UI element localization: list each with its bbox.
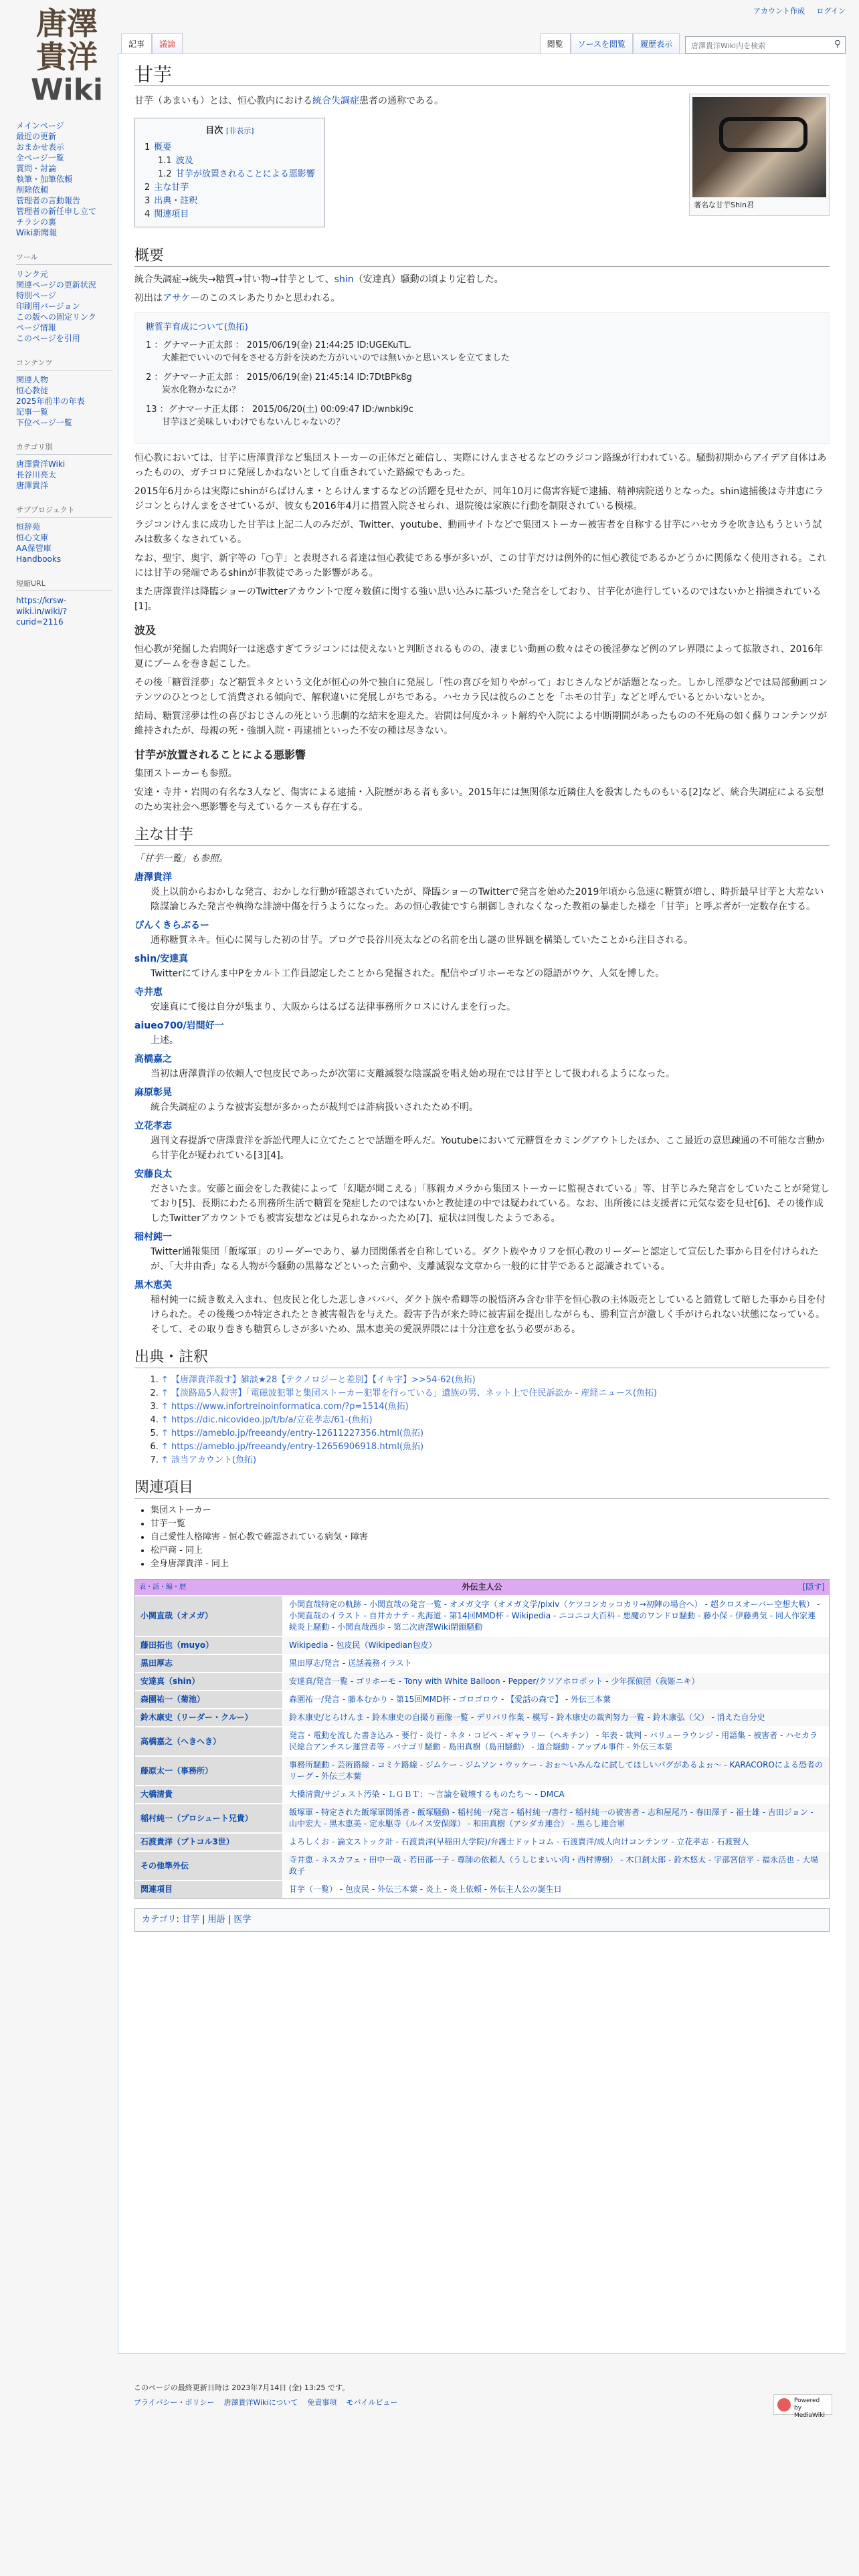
navbox-list[interactable]: Wikipedia - 包皮民（Wikipedian包皮） <box>282 1637 829 1654</box>
quote-box <box>134 312 830 444</box>
navbox-list[interactable]: 甘芋（一覧） - 包皮民 - 外伝三本葉 - 炎上 - 炎上依頼 - 外伝主人公の誕生日 <box>282 1881 829 1898</box>
related-item <box>151 1517 830 1531</box>
shin-link[interactable]: shin <box>334 274 354 285</box>
reference-link[interactable]: ↑ https://ameblo.jp/freeandy/entry-12611227356.html(魚拓) <box>161 1428 424 1438</box>
overview-p4: 2015年6月からは実際にshinがらばけんま・とらけんまするなどの活躍を見せたが、同年10月に傷害容疑で逮捕、精神病院送りとなった。shin逮捕後は寺井恵にラジコンとらけんまをさせているが、彼女も2016年4月に措置入院させられ、退院後は家族に行動を制限されている模様。 <box>134 486 824 512</box>
asake-link[interactable]: アサケー <box>163 293 200 304</box>
sidebar-item[interactable]: AA保管庫 <box>16 544 52 553</box>
navbox-group[interactable]: その他準外伝 <box>135 1852 282 1880</box>
navbox-row <box>135 1755 829 1785</box>
navbox-row <box>135 1690 829 1708</box>
thumbnail-caption: 著名な甘芋Shin君 <box>694 201 754 209</box>
overview-p1 <box>134 272 830 287</box>
tab-view-source[interactable]: ソースを閲覧 <box>571 33 633 53</box>
sidebar-portal <box>16 504 112 564</box>
sidebar-portal-title: カテゴリ別 <box>16 441 112 455</box>
reference-link[interactable]: ↑ 【唐澤貴洋殺す】雑談★28【テクノロジーと差別】【イキ宇】>>54-62(魚拓) <box>161 1375 476 1385</box>
logo-line3: Wiki <box>31 73 103 107</box>
footer-link[interactable]: モバイルビュー <box>346 2398 398 2407</box>
overview-p3: 恒心教においては、甘芋に唐澤貴洋など集団ストーカーの正体だと確信し、実際にけんまさせるなどのラジコン路線が行われている。騒動初期からアイデア自体はあったものの、ガチコロに発展しかねないとして自重されていた路線でもあった。 <box>134 453 827 478</box>
bad-p1: 集団ストーカーも参照。 <box>134 768 237 779</box>
navbox-group[interactable]: 関連項目 <box>135 1881 282 1898</box>
navbox-list[interactable]: よろしくお - 論文ストック計 - 石渡貴洋(早稲田大学院)/弁護士ドットコム - 石渡貴洋/成人向けコンテンツ - 立花孝志 - 石渡賢人 <box>282 1834 829 1850</box>
tab-talk[interactable]: 議論 <box>152 33 183 53</box>
main-content <box>118 53 846 2354</box>
heading-spread: 波及 <box>134 624 157 637</box>
amaimo-desc: 稲村純一に続き数え入まれ、包皮民と化した悲しきバババ、ダクト族や希卿等の脱悟済み含む非芋を恒心教の主体販売としていると錯覚して暗した事から目を付けられた。その後幾つか特定されたとき被害報告を与えた。殺害予告が来た時に被害届を提出しながらも、勝利宣言が激しく手がけられない状態になっている。そして、その取り巻きも糖質らしさが多いため、黒木恵美の愛誤界隈には十分注意を払う必要がある。 <box>151 1295 826 1335</box>
quote-post-head: 1 ：グナマーナ正太郎 ： 2015/06/19(金) 21:44:25 ID:UGEKuTL. <box>146 340 411 350</box>
main-note: 「甘芋一覧」も参照。 <box>134 853 228 864</box>
toc-hide-toggle[interactable]: [非表示] <box>225 126 254 135</box>
personal-tools <box>744 5 846 16</box>
footer-links <box>134 2395 830 2410</box>
related-item <box>151 1544 830 1558</box>
amaimo-name[interactable]: shin/安達真 <box>134 954 189 964</box>
intro-text-c: 患者の通称である。 <box>359 96 444 106</box>
sidebar-item[interactable]: 長谷川亮太 <box>16 470 57 479</box>
quote-post-body: 甘芋ほど美味しいわけでもないんじゃないの？ <box>162 417 345 427</box>
sidebar-portal <box>16 357 112 428</box>
toc-item[interactable] <box>145 141 315 154</box>
bad-p2: 安達・寺井・岩間の有名な3人など、傷害による逮捕・入院歴がある者も多い。2015年には無関係な近隣住人を殺害したものもいる[2]など、統合失調症による妄想のため実社会へ悪影響を与えているケースも存在する。 <box>134 787 824 813</box>
navbox-list[interactable]: 飯塚軍 - 特定された飯塚軍関係者 - 飯塚騒動 - 稲村純一/発言 - 稲村純一/書行 - 稲村純一の被害者 - 志和屋尾乃 - 春田澤子 - 福士雄 - 吉田ジョン - 山中宏大 - 黒木恵美 - 定永駆寺（ルイス安保隊） - 和田真樹（アシダカ連合） - 黒らし連合軍 <box>282 1804 829 1832</box>
navbox <box>134 1579 830 1899</box>
ov1-c: （安達真）騒動の頃より定着した。 <box>353 274 504 285</box>
spread-p3: 結局、糖質淫夢は性の喜びおじさんの死という悲劇的な結末を迎えた。岩間は何度かネット解約や入院による中断期間があったものの不死鳥の如く蘇りコンテンツが維持されたが、母親の死・強制入院・再逮捕といった不安の種は尽きない。 <box>134 711 828 736</box>
toc-item[interactable] <box>145 208 315 221</box>
toc-item[interactable] <box>145 181 315 195</box>
amaimo-name[interactable]: 唐澤貴洋 <box>134 872 172 883</box>
navbox-list[interactable]: 黒田厚志/発言 - 送話義務イラスト <box>282 1655 829 1672</box>
toc-item-label[interactable]: 波及 <box>175 156 193 166</box>
related-link[interactable]: 松戸商 - 同上 <box>151 1545 203 1555</box>
toc-title: 目次 <box>205 126 223 136</box>
related-link[interactable]: 全身唐澤貴洋 - 同上 <box>151 1559 229 1569</box>
navbox-group[interactable]: 藤原太一（事務所） <box>135 1757 282 1785</box>
toc-item-label[interactable]: 出典・註釈 <box>154 196 198 206</box>
navbox-hide-toggle[interactable]: [隠す] <box>802 1582 825 1592</box>
navbox-group[interactable]: 鈴木康史（リーダー・クルー） <box>135 1709 282 1726</box>
reference-item <box>161 1414 830 1427</box>
amaimo-name[interactable]: 安藤良太 <box>134 1169 172 1180</box>
heading-bad-effects: 甘芋が放置されることによる悪影響 <box>134 748 306 761</box>
navbox-list[interactable]: 事務所騒動 - 芸術路線 - コミケ路線 - ジムケー - ジムソン・ウッケー - おぉ～いみんなに試してほしいパグがあるよぉ～ - KARACOROによる恐者のリーグ - 外伝三本葉 <box>282 1757 829 1785</box>
sidebar-item[interactable]: 管理者の新任申し立て <box>16 207 97 216</box>
heading-overview: 概要 <box>134 249 830 267</box>
sidebar <box>0 120 118 641</box>
spread-p2: その後「糖質淫夢」など糖質ネタという文化が恒心の外で独自に発展し「性の喜びを知りやがって」おじさんなどが話題となった。しかし淫夢などでは局部動画コンテンツのひとつとして消費される傾向で、解釈違いに発展しがちである。ハセカラ民は彼らのことを「ホモの甘芋」などと呼んでいるとかいないとか。 <box>134 677 828 703</box>
navbox-row <box>135 1832 829 1850</box>
category-links: カテゴリ: 甘芋 | 用語 | 医学 <box>134 1908 830 1932</box>
reference-item <box>161 1427 830 1440</box>
sidebar-item[interactable]: おまかせ表示 <box>16 142 65 152</box>
quote-post-body: 炭水化物かなにか？ <box>162 385 241 395</box>
amaimo-name[interactable]: 稲村純一 <box>134 1232 172 1243</box>
reference-item <box>161 1440 830 1454</box>
page-tabs <box>118 32 859 53</box>
amaimo-desc: 通称糖質ネキ。恒心に関与した初の甘芋。ブログで長谷川亮太などの名前を出し謎の世界観を構築していたことから注目される。 <box>151 935 694 946</box>
amaimo-desc: 炎上以前からおかしな発言、おかしな行動が確認されていたが、降臨ショーのTwitterで発言を始めた2019年頃から急速に糖質が増し、時折最早甘芋と大差ない陰謀論じみた発言や執拗な誹謗中傷を行うようになった。あの恒心教徒ですら制御しきれなくなった教祖の暴走した様を「甘芋」と呼ぶ者が一定数存在する。 <box>151 887 824 912</box>
quote-post <box>146 339 818 364</box>
sidebar-item[interactable]: チラシの裏 <box>16 217 57 227</box>
thumbnail <box>689 94 830 216</box>
category-link[interactable]: 甘芋 <box>182 1915 200 1925</box>
heading-related: 関連項目 <box>134 1481 830 1499</box>
footer-link[interactable]: 唐澤貴洋Wikiについて <box>223 2398 298 2407</box>
related-item <box>151 1531 830 1544</box>
amaimo-desc: Twitter通報集団「飯塚軍」のリーダーであり、暴力団関係者を自称している。ダクト族やカリフを恒心教のリーダーと認定して宣伝した事から目を付けられたが、「大井由香」なる人物が今騒動の黒幕などといった言動や、支離滅裂な文章から一般的に甘芋であると認識されている。 <box>151 1247 819 1272</box>
toc-item[interactable] <box>145 195 315 208</box>
toc-item-number: 1.1 <box>158 156 172 166</box>
amaimo-list <box>134 870 830 1337</box>
navbox-group[interactable]: 藤田拓也（muyo） <box>135 1637 282 1654</box>
sidebar-item[interactable]: リンク元 <box>16 270 48 279</box>
related-link[interactable]: 自己愛性人格障害 - 恒心教で確認されている病気・障害 <box>151 1532 368 1542</box>
logo-line2: 貴洋 <box>36 39 98 75</box>
navbox-group[interactable]: 黒田厚志 <box>135 1655 282 1672</box>
navbox-group[interactable]: 高橋嘉之（へきへき） <box>135 1727 282 1755</box>
toc-item-label[interactable]: 関連項目 <box>154 209 189 219</box>
navbox-group[interactable]: 石渡貴洋（プトコル3世） <box>135 1834 282 1850</box>
sidebar-item[interactable]: 執筆・加筆依頼 <box>16 175 73 184</box>
navbox-group[interactable]: 安達真（shin） <box>135 1673 282 1690</box>
navbox-row <box>135 1672 829 1690</box>
toc-item[interactable] <box>145 154 315 168</box>
navbox-list[interactable]: 鈴木康史/とらけんま - 鈴木康史の自撮り画像一覧 - デリバリ作業 - 模写 - 鈴木康史の裁判努力一覧 - 鈴木康弘（父） - 消えた自分史 <box>282 1709 829 1726</box>
related-link[interactable]: 甘芋一覧 <box>151 1519 186 1529</box>
toc-item-number: 4 <box>145 209 151 219</box>
sidebar-item[interactable]: 恒心教徒 <box>16 386 49 395</box>
navbox-row <box>135 1654 829 1672</box>
navbox-row <box>135 1850 829 1880</box>
sidebar-item[interactable]: 恒心文庫 <box>16 533 49 542</box>
sidebar-item[interactable]: 全ページ一覧 <box>16 153 64 163</box>
sidebar-portal-title: ツール <box>16 251 112 265</box>
quote-source-link[interactable]: 糖質芋育成について(魚拓) <box>146 322 248 332</box>
amaimo-desc: Twitterにてけんま中Pをカルト工作員認定したことから発掘された。配信やゴリホーモなどの隠語がウケ、人気を博した。 <box>151 968 665 979</box>
toc-item-number: 1 <box>145 142 151 152</box>
footer <box>118 2367 846 2424</box>
category-link[interactable]: 用語 <box>207 1915 225 1925</box>
reference-link[interactable]: ↑ https://ameblo.jp/freeandy/entry-12656906918.html(魚拓) <box>161 1442 424 1452</box>
quote-post-head: 2 ：グナマーナ正太郎 ： 2015/06/19(金) 21:45:14 ID:7DtBPk8g <box>146 372 412 383</box>
amaimo-name[interactable]: aiueo700/岩間好一 <box>134 1021 224 1031</box>
logo-line1: 唐澤 <box>36 5 98 41</box>
toc-item-label[interactable]: 概要 <box>154 142 172 152</box>
toc-title-row <box>145 124 315 138</box>
quote-post <box>146 371 818 397</box>
sidebar-item[interactable]: 関連ページの更新状況 <box>16 280 96 290</box>
sidebar-item[interactable]: 印刷用バージョン <box>16 302 80 311</box>
sidebar-item[interactable]: 特別ページ <box>16 291 56 300</box>
sidebar-item[interactable]: この版への固定リンク <box>16 312 96 322</box>
navbox-list[interactable]: 発言・電動を流した書き込み - 要行 - 炎行 - ネタ・コピペ - ギャラリー（ヘキチン） - 年表 - 裁判 - バリューラウンジ - 用語集 - 被害者 - ハセカラ民総合アンチスレ運営者等 - バナゴリ騒動 - 島田真樹（島田騒動） - 道合騒動 - アップル事件 - 外伝三本葉 <box>282 1727 829 1755</box>
ov2-c: のこのスレあたりかと思われる。 <box>199 293 341 304</box>
reference-link[interactable]: ↑ https://www.infortreinoinformatica.com/?p=1514(魚拓) <box>161 1402 409 1412</box>
reference-item <box>161 1454 830 1467</box>
navbox-vte[interactable]: 表・話・編・歴 <box>139 1584 186 1591</box>
last-modified: このページの最終更新日時は 2023年7月14日 (金) 13:25 です。 <box>134 2383 350 2392</box>
navbox-header <box>135 1580 829 1595</box>
amaimo-name[interactable]: ぴんくきらぶるー <box>134 920 209 931</box>
navbox-row <box>135 1803 829 1832</box>
references-list <box>134 1374 830 1467</box>
sidebar-portal <box>16 578 112 627</box>
amaimo-name[interactable]: 寺井恵 <box>134 987 163 998</box>
thumbnail-image[interactable] <box>692 97 826 197</box>
navbox-row <box>135 1785 829 1803</box>
footer-link[interactable]: プライバシー・ポリシー <box>134 2398 215 2407</box>
quote-post-body: 大雑把でいいので何をさせる方針を決めた方がいいのでは無いかと思いスレを立てました <box>162 353 510 363</box>
reference-item <box>161 1374 830 1387</box>
navbox-list[interactable]: 大橋清貴/サジェスト汚染 - ＬＧＢＴ：～言論を破壊するものたち～ - DMCA <box>282 1786 829 1803</box>
navbox-group[interactable]: 稲村純一（プロシュート兄貴） <box>135 1804 282 1832</box>
amaimo-name[interactable]: 立花孝志 <box>134 1121 172 1132</box>
amaimo-desc: ださいたま。安藤と面会をした教徒によって「幻聴が聞こえる」「豚親カメラから集団ストーカーに監視されている」等、甘芋じみた発言をしていたことが発覚しており[5]、長期にわたる刑務所生活で糖質を発症したのではないかと教徒達の中では疑われている。なお、出所後には支援者に元気な姿を見せ[6]、その後作成したTwitterアカウントでも被害妄想などは見られなかったため[7]、症状は回復したようである。 <box>151 1184 830 1224</box>
amaimo-desc: 当初は唐澤貴洋の依頼人で包皮民であったが次第に支離滅裂な陰謀説を唱え始め現在では甘芋として扱われるようになった。 <box>151 1069 675 1079</box>
sidebar-item[interactable]: 恒辞苑 <box>16 522 41 532</box>
toc-item-number: 1.2 <box>158 169 172 179</box>
sidebar-portal-title: 短縮URL <box>16 578 112 591</box>
toc-item-label[interactable]: 主な甘芋 <box>154 183 189 193</box>
related-item <box>151 1504 830 1517</box>
sidebar-item[interactable]: https://krsw-wiki.in/wiki/?curid=2116 <box>16 596 68 627</box>
reference-link[interactable]: ↑ https://dic.nicovideo.jp/t/b/a/立花孝志/61-(魚拓) <box>161 1415 373 1425</box>
search-input[interactable]: 唐澤貴洋Wiki内を検索 ⚲ <box>685 36 846 53</box>
overview-p6: なお、聖宇、奥宇、新宇等の「○芋」と表現される者達は恒心教徒である事が多いが、この甘芋だけは例外的に恒心教徒であるかどうかに関係なく使用される。これには甘芋の発端であるshinが非教徒であった影響がある。 <box>134 553 827 578</box>
sidebar-portal-title: コンテンツ <box>16 357 112 370</box>
navbox-row <box>135 1595 829 1636</box>
tab-article[interactable]: 記事 <box>121 33 152 53</box>
sidebar-item[interactable]: Handbooks <box>16 554 62 564</box>
tab-read[interactable]: 閲覧 <box>540 33 571 53</box>
ov2-a: 初出は <box>134 293 163 304</box>
intro-link-schizo[interactable]: 統合失調症 <box>312 96 359 106</box>
login-link[interactable]: ログイン <box>816 7 846 15</box>
navbox-list[interactable]: 小関直哉特定の軌跡 - 小関直哉の発言一覧 - オメガ文字（オメガ文学/pixiv（ケツコンカッコカリ→初陣の場合へ） - 超クロスオーバー空想大戦） - 小関直哉のイラスト - 自井カナテ - 兆海道 - 第14回MMD杯 - Wikipedia - ニコニコ大百科 - 悪魔のワンドロ騒動 - 藤小保 - 伊藤勇気 - 同人作家連続炎上騒動 - 小関直哉西歩 - 第二次唐澤Wiki閉鎖騒動 <box>282 1596 829 1636</box>
sidebar-portal <box>16 251 112 344</box>
table-of-contents <box>134 118 325 227</box>
overview-p2 <box>134 291 830 306</box>
reference-link[interactable]: ↑ 【淡路島5人殺害】「電磁波犯罪と集団ストーカー犯罪を行っている」遺族の男、ネット上で住民訴訟か - 産経ニュース(魚拓) <box>161 1388 657 1398</box>
quote-post-head: 13 ：グナマーナ正太郎 ： 2015/06/20(土) 00:09:47 ID:/wnbki9c <box>146 405 413 415</box>
sidebar-portal <box>16 441 112 491</box>
overview-p5: ラジコンけんまに成功した甘芋は上記二人のみだが、Twitter、youtube、動画サイトなどで集団ストーカー被害者を自称する甘芋にハセカラを吹き込もうという試みは数多くなされている。 <box>134 520 822 545</box>
amaimo-name[interactable]: 黒木恵美 <box>134 1280 172 1291</box>
category-link[interactable]: 医学 <box>233 1915 252 1925</box>
amaimo-desc: 安達真にて後は自分が集まり、大阪からはるばる法律事務所クロスにけんまを行った。 <box>151 1002 516 1012</box>
page-title: 甘芋 <box>134 68 830 86</box>
overview-p7: また唐澤貴洋は降臨ショーのTwitterアカウントで度々数値に関する強い思い込みに基づいた発言をしており、甘芋化が進行しているのではないかと指摘されている[1]。 <box>134 586 822 612</box>
sidebar-item[interactable]: 唐澤貴洋 <box>16 481 49 490</box>
navbox-row <box>135 1708 829 1726</box>
navbox-title[interactable]: 外伝主人公 <box>462 1582 502 1592</box>
site-logo[interactable] <box>13 7 120 107</box>
sidebar-item[interactable]: このページを引用 <box>16 334 80 343</box>
tab-history[interactable]: 履歴表示 <box>633 33 680 53</box>
amaimo-name[interactable]: 高橋嘉之 <box>134 1054 172 1065</box>
reference-item <box>161 1400 830 1414</box>
quote-post <box>146 403 818 429</box>
related-list <box>134 1504 830 1571</box>
sidebar-portal <box>16 120 112 238</box>
navbox-row <box>135 1726 829 1755</box>
sidebar-item[interactable]: 質問・討論 <box>16 164 57 173</box>
sidebar-item[interactable]: 削除依頼 <box>16 185 49 195</box>
sidebar-item[interactable]: Wiki新聞報 <box>16 228 58 237</box>
heading-references: 出典・註釈 <box>134 1350 830 1368</box>
sidebar-item[interactable]: 2025年前半の年表 <box>16 397 85 406</box>
toc-item-number: 2 <box>145 183 151 193</box>
intro-text-a: 甘芋（あまいも）とは、恒心教内における <box>134 96 312 106</box>
category-label[interactable]: カテゴリ <box>142 1915 177 1925</box>
ov1-a: 統合失調症→統失→糖質→甘い物→甘芋として、 <box>134 274 335 285</box>
toc-item-label[interactable]: 甘芋が放置されることによる悪影響 <box>175 169 315 179</box>
amaimo-desc: 統合失調症のような被害妄想が多かったが裁判では詐病扱いされたため不明。 <box>151 1102 478 1113</box>
heading-main-amaimo: 主な甘芋 <box>134 828 830 846</box>
sidebar-portal-title: サブプロジェクト <box>16 504 112 518</box>
sidebar-item[interactable]: 下位ページ一覧 <box>16 418 72 427</box>
mediawiki-badge[interactable]: Powered by MediaWiki <box>773 2394 832 2415</box>
navbox-row <box>135 1880 829 1898</box>
sidebar-item[interactable]: メインページ <box>16 121 64 130</box>
sidebar-item[interactable]: 記事一覧 <box>16 407 49 417</box>
create-account-link[interactable]: アカウント作成 <box>753 7 805 15</box>
amaimo-desc: 週刊文春提訴で唐澤貴洋を訴訟代理人に立てたことで話題を呼んだ。Youtubeにおいて元糖質をカミングアウトしたほか、ここ最近の意思疎通の不可能な言動から甘芋化が疑われている[3][4]。 <box>151 1136 825 1161</box>
sidebar-item[interactable]: ページ情報 <box>16 323 56 332</box>
sidebar-item[interactable]: 関連人物 <box>16 375 49 385</box>
navbox-list[interactable]: 寺井恵 - ネスカフェ・田中一哉 - 若田部一子 - 尊師の依頼人（うしじまいい肉・西村博樹） - 木口創太郎 - 鈴木悠太 - 宇部宮信平 - 福永活也 - 大場政子 <box>282 1852 829 1880</box>
reference-link[interactable]: ↑ 該当アカウント(魚拓) <box>161 1455 257 1465</box>
toc-item-number: 3 <box>145 196 151 206</box>
amaimo-desc: 上述。 <box>151 1035 179 1046</box>
sidebar-item[interactable]: 管理者の言動報告 <box>16 196 81 205</box>
navbox-group[interactable]: 大橋清貴 <box>135 1786 282 1803</box>
spread-p1: 恒心教が発掘した岩間好一は迷惑すぎてラジコンには使えないと判断されるものの、凄まじい動画の数々はその後淫夢など例のアレ界隈によって拡散され、2016年夏にブームを巻き起こした。 <box>134 644 824 669</box>
navbox-group[interactable]: 小関直哉（オメガ） <box>135 1596 282 1636</box>
navbox-group[interactable]: 森園祐一（菊池） <box>135 1691 282 1708</box>
toc-item[interactable] <box>145 168 315 181</box>
navbox-row <box>135 1636 829 1654</box>
sidebar-item[interactable]: 最近の更新 <box>16 132 57 141</box>
footer-link[interactable]: 免責事項 <box>307 2398 337 2407</box>
sidebar-item[interactable]: 唐澤貴洋Wiki <box>16 459 66 469</box>
navbox-list[interactable]: 森園祐一/発言 - 藤本むかり - 第15回MMD杯 - ゴロゴロウ - 【愛話の森で】 - 外伝三本葉 <box>282 1691 829 1708</box>
navbox-list[interactable]: 安達真/発言一覧 - ゴリホーモ - Tony with White Balloon - Pepper/クソアホロボット - 少年探偵団（我姫ニキ） <box>282 1673 829 1690</box>
reference-item <box>161 1387 830 1400</box>
related-item <box>151 1558 830 1571</box>
amaimo-name[interactable]: 麻原彰晃 <box>134 1087 172 1098</box>
related-link[interactable]: 集団ストーカー <box>151 1505 211 1515</box>
